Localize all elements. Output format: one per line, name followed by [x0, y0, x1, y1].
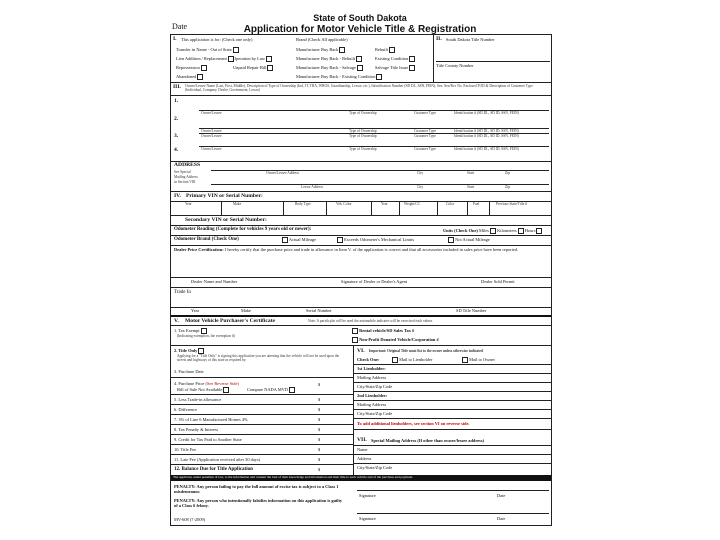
- mail-lienholder-option[interactable]: Mail to Lienholder: [391, 357, 432, 363]
- divider: [171, 377, 353, 378]
- divider: [171, 454, 353, 455]
- brand-mbb[interactable]: Manufacturer Buy Back: [296, 47, 345, 53]
- penalty-falsify: PENALTY: Any person who intentionally falsifies information on this application is guilty of a Class 6 felony.: [174, 498, 343, 508]
- vin-col-color: Veh. Color: [336, 202, 352, 206]
- check-one-label: Check One:: [357, 357, 380, 362]
- section-6-numeral: VI.: [357, 348, 365, 354]
- purchase-price-label: 4. Purchase Price (See Reverse Side): [174, 381, 239, 386]
- odometer-not-actual-option[interactable]: Not Actual Mileage: [447, 237, 490, 243]
- address-heading: ADDRESS: [174, 162, 201, 168]
- section-7-heading: Special Mailing Address (If other than owner/lessee address): [371, 438, 485, 443]
- lessor-city-label: City: [417, 185, 424, 189]
- state-heading: State of South Dakota: [313, 13, 407, 23]
- primary-vin-label: Primary VIN or Serial Number:: [186, 193, 263, 199]
- trade-make-label: Make: [241, 308, 251, 313]
- title-county-label: Title County Number: [436, 63, 474, 68]
- special-address-label: Address: [357, 456, 372, 461]
- owner-state-label: State: [467, 171, 475, 175]
- owner-2-cust-label: Customer Type: [414, 129, 436, 133]
- divider: [353, 364, 551, 365]
- line-9-label: 9. Credit for Tax Paid to Another State: [174, 437, 242, 442]
- divider: [371, 201, 372, 215]
- section-5-heading: Motor Vehicle Purchaser's Certificate: [185, 318, 276, 324]
- divider: [171, 394, 353, 395]
- divider: [171, 404, 353, 405]
- divider: [171, 464, 353, 465]
- nada-option[interactable]: Compare NADA MVD: [247, 387, 295, 393]
- divider: [171, 434, 353, 435]
- line-5-label: 5. Less Trade-in allowance: [174, 397, 222, 402]
- divider: [437, 201, 438, 215]
- trade-in-line[interactable]: [171, 307, 551, 308]
- title-only-option[interactable]: 2. Title Only: [174, 348, 204, 354]
- signature-label-1: Signature: [359, 493, 376, 498]
- section-2-numeral: II.: [436, 36, 442, 42]
- odometer-exceeds-option[interactable]: Exceeds Odometer's Mechanical Limits: [336, 237, 414, 243]
- owner-3-cust-label: Customer Type: [414, 134, 436, 138]
- owner-1-cust-label: Customer Type: [414, 111, 436, 115]
- lessor-zip-label: Zip: [505, 185, 510, 189]
- line-7-label: 7. 3% of Line 6 Manufactured Homes 4%: [174, 417, 248, 422]
- lessor-address-line[interactable]: [211, 184, 549, 185]
- owner-2-number: 2.: [174, 116, 179, 122]
- brand-mbb-rebuilt[interactable]: Manufacturer Buy Back - Rebuilt: [296, 56, 362, 62]
- divider: [353, 400, 551, 401]
- tax-exempt-option[interactable]: 1. Tax Exempt: [174, 328, 207, 334]
- owner-4-cust-label: Customer Type: [414, 147, 436, 151]
- lessor-address-label: Lessor Address: [301, 185, 324, 189]
- rental-option[interactable]: Rental vehicle/SD Sales Tax #: [351, 328, 414, 334]
- owner-4-name-label: Owner/Lessee: [201, 147, 222, 151]
- section-6-heading: Important: Original Title must list to the owner unless otherwise indicated: [369, 349, 484, 353]
- owner-3-name-label: Owner/Lessee: [201, 134, 222, 138]
- dealer-permit-label: Dealer Sold Permit: [481, 279, 515, 284]
- trade-in-label: Trade In: [174, 290, 191, 295]
- section-3-numeral: III.: [173, 84, 181, 90]
- divider: [353, 463, 551, 464]
- address-label-3: in Section VIII: [174, 180, 196, 184]
- line-7-dollar: $: [318, 417, 321, 422]
- owner-1-name-label: Owner/Lessee: [201, 111, 222, 115]
- divider: [353, 454, 551, 455]
- first-mailing-label: Mailing Address: [357, 375, 387, 380]
- brand-rebuilt[interactable]: Rebuilt: [375, 47, 395, 53]
- divider: [171, 95, 551, 96]
- trade-year-label: Year: [191, 308, 200, 313]
- brand-mbb-salvage[interactable]: Manufacturer Buy Back - Salvage: [296, 65, 363, 71]
- signature-line-2[interactable]: [357, 513, 549, 514]
- divider: [283, 201, 284, 215]
- special-city-label: City/State/Zip Code: [357, 465, 393, 470]
- owner-4-number: 4.: [174, 147, 179, 153]
- brand-existing[interactable]: Existing Condition: [375, 56, 415, 62]
- form-number: MV-608 (7-2009): [174, 517, 206, 522]
- dealer-certification: Dealer Price Certification: I hereby certify that the purchase price and trade in allowance in Item V. of the application is correct and that all accessories included in sales price have been reported.: [174, 247, 519, 252]
- divider: [353, 382, 551, 383]
- application-form: [170, 34, 552, 526]
- divider: [171, 315, 551, 317]
- divider: [171, 191, 551, 192]
- second-mailing-label: Mailing Address: [357, 402, 387, 407]
- nonprofit-option[interactable]: Non-Profit Donated Vehicle/Corporation #: [351, 337, 439, 343]
- section-5-note: Note: A parish plat will be used the automobile indicates will be exercised each values.: [308, 319, 434, 323]
- special-name-label: Name: [357, 447, 368, 452]
- divider: [171, 201, 551, 202]
- divider: [171, 325, 551, 326]
- section-7-numeral: VII.: [357, 437, 367, 443]
- dealer-name-label: Dealer Name and Number: [191, 279, 238, 284]
- trade-serial-label: Serial Number: [306, 308, 332, 313]
- line-5-dollar: $: [318, 397, 321, 402]
- divider: [221, 201, 222, 215]
- divider: [353, 373, 551, 374]
- owner-3-id-label: Identification # (SD DL, SD ID, SSN, FEIN): [454, 134, 519, 138]
- odometer-brand-label: Odometer Brand (Check One): [174, 237, 239, 242]
- divider: [353, 445, 551, 446]
- owner-1-number: 1.: [174, 98, 179, 104]
- divider: [171, 245, 551, 246]
- line-11-label: 11. Late Fee (Application received after 30 days): [174, 457, 261, 462]
- vin-col-year: Year: [185, 202, 192, 206]
- divider: [353, 429, 551, 430]
- divider: [171, 82, 551, 83]
- date-label-2: Date: [497, 516, 506, 521]
- owner-address-line[interactable]: [211, 170, 549, 171]
- option-lien[interactable]: Lien Addition / Replacement: [176, 56, 234, 62]
- vin-col-year2: Year: [381, 202, 388, 206]
- divider: [171, 345, 551, 346]
- divider: [353, 409, 551, 410]
- date-label: Date: [172, 22, 188, 31]
- signature-label-2: Signature: [359, 516, 376, 521]
- odometer-reading-label: Odometer Reading (Complete for vehicles 9 years old or newer):: [174, 227, 312, 232]
- brand-salvage[interactable]: Salvage Title Issue: [375, 65, 415, 71]
- divider: [171, 444, 353, 445]
- divider: [171, 235, 551, 236]
- second-lienholder-label: 2nd Lienholder:: [357, 393, 388, 398]
- owner-2-id-label: Identification # (SD DL, SD ID, SSN, FEIN): [454, 129, 519, 133]
- brand-mbb-existing[interactable]: Manufacturer Buy Back - Existing Condition: [296, 74, 382, 80]
- divider: [171, 424, 353, 425]
- owner-zip-label: Zip: [505, 171, 510, 175]
- mail-owner-option[interactable]: Mail to Owner: [461, 357, 495, 363]
- applicant-declaration-bar: The applicant, under penalties of law, to the information and consent the best of their knowledge and information and their title to such vehicle and of the purchase and payment.: [171, 475, 551, 481]
- option-transfer[interactable]: Transfer in Name - Out of State: [176, 47, 239, 53]
- divider: [489, 201, 490, 215]
- section-2-heading: South Dakota Title Number: [446, 37, 495, 42]
- address-label-2: Mailing Address: [174, 175, 198, 179]
- divider: [171, 215, 551, 216]
- date-label-1: Date: [497, 493, 506, 498]
- line-6-label: 6. Difference: [174, 407, 198, 412]
- section-1-numeral: I.: [173, 36, 177, 42]
- divider: [353, 391, 551, 392]
- divider: [171, 414, 353, 415]
- divider: [399, 201, 400, 215]
- section-1-heading: This application is for: (Check one only): [181, 37, 253, 42]
- owner-city-label: City: [417, 171, 424, 175]
- line-10-label: 10. Title Fee: [174, 447, 197, 452]
- odometer-actual-option[interactable]: Actual Mileage: [281, 237, 316, 243]
- vin-col-make: Make: [233, 202, 242, 206]
- divider: [467, 201, 468, 215]
- bill-of-sale-option[interactable]: Bill of Sale Not Available: [177, 387, 229, 393]
- second-city-label: City/State/Zip Code: [357, 411, 393, 416]
- dealer-signature-label: Signature of Dealer or Dealer's Agent: [341, 279, 408, 284]
- divider: [171, 225, 551, 226]
- divider: [353, 418, 551, 419]
- tax-exempt-sub: (Indicating exemption, the exemption #): [177, 334, 235, 338]
- vin-col-color2: Color: [446, 202, 455, 206]
- lessor-state-label: State: [467, 185, 475, 189]
- section-divider: [433, 35, 434, 82]
- title-only-sub: Applying for a "Title Only" is signing this application you are attesting that the vehicle will not be used upon the streets and highways of this state as required by.: [177, 354, 340, 362]
- price-dollar: $: [318, 382, 321, 387]
- option-operation-by-law[interactable]: Operation by Law: [233, 56, 272, 62]
- line-12-dollar: $: [318, 467, 321, 472]
- brand-heading: Brand (Check All applicable): [296, 37, 348, 42]
- vin-col-fuel: Fuel: [473, 202, 480, 206]
- owner-3-type-label: Type of Ownership: [349, 134, 377, 138]
- option-unpaid-repair[interactable]: Unpaid Repair Bill: [233, 65, 273, 71]
- purchase-date-label: 3. Purchase Date: [174, 369, 204, 374]
- title-number-line[interactable]: [436, 61, 550, 62]
- secondary-vin-label: Secondary VIN or Serial Number:: [185, 217, 267, 223]
- owner-instructions: Owner/Lessee Name (Last, First, Middle), Description of Type of Ownership (Ind, JT, TRA, WROS, Guardianship, Lessor, etc.), Identification Number (SD DL, SSN, FEIN), Sex, Sex/Rcv No. Enclosed TOD & Description of Customer Type (Individual, Company, Dealer, Government, Lessor): [185, 84, 533, 92]
- option-repossession[interactable]: Repossession: [176, 65, 207, 71]
- line-8-label: 8. Tax Penalty & Interest: [174, 427, 218, 432]
- additional-lienholders-note: To add additional lienholders, see section VI on reverse side.: [357, 421, 470, 426]
- vin-col-body: Body Type: [295, 202, 311, 206]
- line-6-dollar: $: [318, 407, 321, 412]
- line-9-dollar: $: [318, 437, 321, 442]
- trade-title-label: SD Title Number: [456, 308, 487, 313]
- line-12-label: 12. Balance Due for Title Application: [174, 467, 253, 472]
- line-8-dollar: $: [318, 427, 321, 432]
- owner-1-type-label: Type of Ownership: [349, 111, 377, 115]
- signature-line-1[interactable]: [357, 490, 549, 491]
- divider: [171, 161, 551, 162]
- first-lienholder-label: 1st Lienholder:: [357, 366, 386, 371]
- line-10-dollar: $: [318, 447, 321, 452]
- vin-col-weight: Weight/CC: [404, 202, 421, 206]
- owner-3-number: 3.: [174, 133, 179, 139]
- penalty-excise: PENALTY: Any person failing to pay the full amount of excise tax is subject to a Class 1 misdemeanor.: [174, 484, 339, 494]
- divider: [326, 201, 327, 215]
- owner-2-name-label: Owner/Lessee: [201, 129, 222, 133]
- address-label-1: See Special: [174, 170, 191, 174]
- section-4-numeral: IV.: [174, 193, 181, 199]
- divider: [171, 287, 551, 288]
- owner-1-id-label: Identification # (SD DL, SD ID, SSN, FEIN): [454, 111, 519, 115]
- owner-4-type-label: Type of Ownership: [349, 147, 377, 151]
- dealer-fields-line[interactable]: [171, 277, 551, 278]
- section-5-numeral: V.: [174, 318, 179, 324]
- owner-address-label: Owner/Lessee Address: [266, 171, 300, 175]
- vin-col-prev-title: Previous State/Title #: [496, 202, 528, 206]
- units-group: Units (Check One) Miles Kilometers Hours: [443, 228, 542, 234]
- owner-2-type-label: Type of Ownership: [349, 129, 377, 133]
- first-city-label: City/State/Zip Code: [357, 384, 393, 389]
- form-title: Application for Motor Vehicle Title & Registration: [243, 24, 477, 35]
- option-abandoned[interactable]: Abandoned: [176, 74, 203, 80]
- owner-4-id-label: Identification # (SD DL, SD ID, SSN, FEIN): [454, 147, 519, 151]
- line-11-dollar: $: [318, 457, 321, 462]
